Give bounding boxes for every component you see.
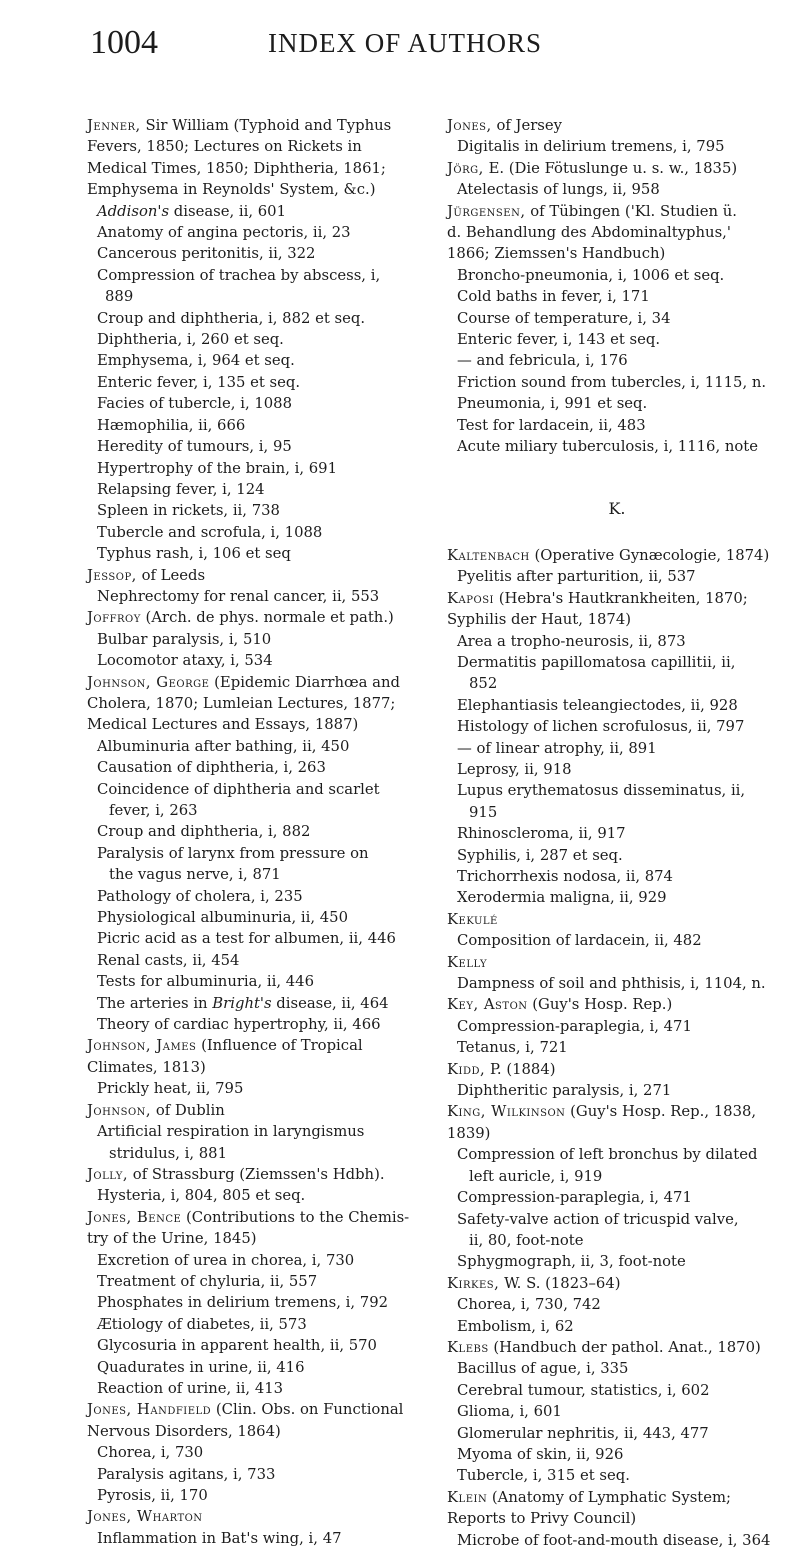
heading-continuation: Climates, 1813) [87,1058,206,1076]
author-name: Key, Aston [447,996,528,1014]
heading-continuation: d. Behandlung des Abdominaltyphus,' [447,224,731,242]
index-entry: the vagus nerve, i, 871 [109,866,281,884]
index-entry: Dermatitis papillomatosa capillitii, ii, [457,653,736,671]
author-heading [447,1273,787,1294]
author-reference: W. S. (1823–64) [499,1274,621,1292]
index-entry: Typhus rash, i, 106 et seq [97,545,291,563]
index-entry: Diphtheritic paralysis, i, 271 [457,1082,672,1100]
author-name: Johnson, [87,1101,152,1119]
author-reference: (Guy's Hosp. Rep., 1838, [565,1103,757,1121]
author-heading [87,607,412,628]
index-entry: Excretion of urea in chorea, i, 730 [97,1251,355,1269]
index-entry: Embolism, i, 62 [457,1317,574,1335]
author-reference: of Strassburg (Ziemssen's Hdbh). [128,1165,385,1183]
index-entry: Syphilis, i, 287 et seq. [457,846,623,864]
index-entry: Microbe of foot-and-mouth disease, i, 364 [457,1531,771,1549]
author-reference: (Contributions to the Chemis- [181,1208,410,1226]
index-entry: Renal casts, ii, 454 [97,951,240,969]
author-heading [447,588,787,609]
index-entry: left auricle, i, 919 [469,1167,603,1185]
author-heading [447,158,787,179]
author-name: Kaposi [447,589,495,607]
author-name: Jolly, [87,1165,129,1183]
index-entry: Emphysema, i, 964 et seq. [97,352,295,370]
author-name: Kaltenbach [447,546,530,564]
right-column [447,115,787,1551]
index-entry: Tubercle, i, 315 et seq. [457,1467,630,1485]
author-heading [87,1207,412,1228]
author-reference: (Guy's Hosp. Rep.) [527,996,673,1014]
author-name: Jörg, [447,159,484,177]
index-entry: Friction sound from tubercles, i, 1115, n. [457,373,767,391]
index-entry: Trichorrhexis nodosa, ii, 874 [457,868,673,885]
index-entry: Digitalis in delirium tremens, i, 795 [457,138,725,156]
index-entry: Leprosy, ii, 918 [457,760,572,778]
index-entry: Test for lardacein, ii, 483 [457,416,646,434]
author-heading [447,201,787,222]
author-heading [447,115,787,136]
index-entry: Locomotor ataxy, i, 534 [97,652,273,670]
author-heading [447,545,787,566]
author-heading [87,1506,412,1527]
index-entry: Croup and diphtheria, i, 882 et seq. [97,309,366,327]
index-entry: Ætiology of diabetes, ii, 573 [97,1315,307,1333]
author-heading [87,1100,412,1121]
heading-continuation: try of the Urine, 1845) [87,1230,257,1248]
index-entry: Bacillus of ague, i, 335 [457,1360,629,1378]
page-header [60,20,750,70]
author-name: Jones, Bence [87,1208,182,1226]
index-entry: Broncho-pneumonia, i, 1006 et seq. [457,266,725,284]
author-heading [447,952,787,973]
author-name: Jones, [447,117,492,134]
author-reference: of Jersey [491,117,562,134]
author-heading [87,672,412,693]
author-name: Kelly [447,953,488,971]
heading-continuation: Medical Lectures and Essays, 1887) [87,716,359,734]
index-entry: Paralysis agitans, i, 733 [97,1465,276,1483]
index-entry: Sphygmograph, ii, 3, foot-note [457,1253,686,1271]
author-reference: Sir William (Typhoid and Typhus [140,117,392,134]
index-entry: Diphtheria, i, 260 et seq. [97,331,284,349]
index-entry: Cancerous peritonitis, ii, 322 [97,245,316,263]
author-reference: of Dublin [151,1101,225,1119]
author-heading [87,1035,412,1056]
author-heading [447,1337,787,1358]
author-reference: (Hebra's Hautkrankheiten, 1870; [494,589,748,607]
index-entry: Theory of cardiac hypertrophy, ii, 466 [97,1016,381,1034]
heading-continuation: Medical Times, 1850; Diphtheria, 1861; [87,159,386,177]
index-entry: Pyrosis, ii, 170 [97,1487,208,1504]
index-entry: Causation of diphtheria, i, 263 [97,759,326,777]
index-entry: — and febricula, i, 176 [457,352,628,370]
author-name: Klein [447,1488,488,1506]
author-reference: (Handbuch der pathol. Anat., 1870) [488,1338,761,1356]
index-entry: Elephantiasis teleangiectodes, ii, 928 [457,696,738,714]
index-entry: Nephrectomy for renal cancer, ii, 553 [97,587,380,605]
index-entry: Treatment of chyluria, ii, 557 [97,1272,318,1290]
index-entry: stridulus, i, 881 [109,1144,227,1162]
running-title: INDEX OF AUTHORS [267,28,543,58]
author-name: King, Wilkinson [447,1103,566,1121]
index-entry: Pyelitis after parturition, ii, 537 [457,568,696,586]
author-name: Kekulé [447,910,498,928]
heading-continuation: Syphilis der Haut, 1874) [447,611,632,629]
index-entry: Pneumonia, i, 991 et seq. [457,395,648,413]
index-entry: Chorea, i, 730 [97,1444,204,1462]
author-name: Joffroy [87,609,141,627]
index-entry: Hæmophilia, ii, 666 [97,416,246,434]
author-reference: (Influence of Tropical [196,1037,363,1055]
index-entry: Pathology of cholera, i, 235 [97,887,303,905]
author-heading [447,1059,787,1080]
section-letter: K. [608,498,626,518]
index-entry: Lupus erythematosus disseminatus, ii, [457,782,746,800]
author-reference: (Arch. de phys. normale et path.) [140,609,394,627]
index-entry: Rhinoscleroma, ii, 917 [457,825,626,843]
index-entry: Paralysis of larynx from pressure on [97,844,369,862]
author-reference: (Operative Gynæcologie, 1874) [529,546,770,564]
index-entry: Hysteria, i, 804, 805 et seq. [97,1187,306,1205]
index-entry: Anatomy of angina pectoris, ii, 23 [97,224,351,242]
index-entry: Dampness of soil and phthisis, i, 1104, n. [457,975,766,993]
page-number: 1004 [90,24,158,61]
heading-continuation: Reports to Privy Council) [447,1510,637,1528]
index-entry: Physiological albuminuria, ii, 450 [97,909,348,927]
index-entry: The arteries in Bright's disease, ii, 464 [97,994,389,1012]
author-heading [447,1101,787,1122]
index-entry: Composition of lardacein, ii, 482 [457,932,702,950]
index-entry: Facies of tubercle, i, 1088 [97,395,293,413]
index-entry: Glycosuria in apparent health, ii, 570 [97,1337,377,1355]
index-entry: ii, 80, foot-note [469,1231,584,1249]
index-entry: fever, i, 263 [109,802,198,819]
author-name: Johnson, George [87,673,210,691]
index-entry: Croup and diphtheria, i, 882 [97,823,311,841]
author-heading [87,1164,412,1185]
author-name: Jessop, [87,566,137,584]
author-name: Kidd, [447,1060,486,1078]
index-entry: Cerebral tumour, statistics, i, 602 [457,1381,710,1399]
index-entry: Prickly heat, ii, 795 [97,1080,244,1098]
index-entry: Xerodermia maligna, ii, 929 [457,889,667,907]
index-entry: Compression-paraplegia, i, 471 [457,1017,692,1035]
index-entry: Picric acid as a test for albumen, ii, 446 [97,930,396,948]
index-entry: Area a tropho-neurosis, ii, 873 [457,632,686,650]
index-entry: Compression of left bronchus by dilated [457,1146,758,1164]
index-entry: Histology of lichen scrofulosus, ii, 797 [457,718,745,736]
author-heading [87,565,412,586]
author-reference: of Tübingen ('Kl. Studien ü. [525,202,737,220]
index-entry: Albuminuria after bathing, ii, 450 [97,737,350,755]
index-entry: Coincidence of diphtheria and scarlet [97,780,380,798]
index-entry: Chorea, i, 730, 742 [457,1296,601,1314]
index-entry: Enteric fever, i, 143 et seq. [457,331,661,349]
index-entry: Quadurates in urine, ii, 416 [97,1358,305,1376]
index-entry: Phosphates in delirium tremens, i, 792 [97,1294,389,1312]
heading-continuation: Cholera, 1870; Lumleian Lectures, 1877; [87,694,396,712]
author-name: Klebs [447,1338,489,1356]
index-entry: — of linear atrophy, ii, 891 [457,739,657,757]
left-column [87,115,412,1549]
index-entry: Bulbar paralysis, i, 510 [97,630,272,648]
index-entry: 915 [469,803,498,821]
index-entry: Addison's disease, ii, 601 [97,202,287,220]
index-entry: Acute miliary tuberculosis, i, 1116, note [457,438,759,456]
index-entry: Compression of trachea by abscess, i, 889 [97,266,381,306]
author-heading [447,1487,787,1508]
author-name: Jürgensen, [447,202,526,220]
author-name: Jones, Handfield [87,1401,212,1419]
author-reference: of Leeds [136,566,206,584]
index-entry: Myoma of skin, ii, 926 [457,1445,624,1463]
index-entry: Compression-paraplegia, i, 471 [457,1189,692,1207]
author-reference: (Epidemic Diarrhœa and [209,673,400,691]
index-entry: Tubercle and scrofula, i, 1088 [97,523,323,541]
index-entry: Spleen in rickets, ii, 738 [97,502,280,520]
index-entry: Glomerular nephritis, ii, 443, 477 [457,1424,709,1442]
index-entry: 852 [469,675,498,693]
author-name: Jones, Wharton [87,1508,203,1526]
index-entry: Safety-valve action of tricuspid valve, [457,1210,739,1228]
author-reference: (Anatomy of Lymphatic System; [487,1488,732,1506]
author-reference: (Clin. Obs. on Functional [211,1401,404,1419]
author-heading [87,1399,412,1420]
index-entry: Artificial respiration in laryngismus [97,1123,365,1141]
author-name: Kirkes, [447,1274,500,1292]
index-entry: Inflammation in Bat's wing, i, 47 [97,1529,342,1547]
heading-continuation: Emphysema in Reynolds' System, &c.) [87,181,376,199]
author-name: Jenner, [87,117,141,134]
author-reference: P. (1884) [485,1060,556,1078]
heading-continuation: 1866; Ziemssen's Handbuch) [447,245,666,263]
index-entry: Atelectasis of lungs, ii, 958 [457,181,660,199]
index-entry: Cold baths in fever, i, 171 [457,288,650,306]
heading-continuation: 1839) [447,1124,491,1142]
author-heading [447,994,787,1015]
heading-continuation: Nervous Disorders, 1864) [87,1422,281,1440]
index-entry: Glioma, i, 601 [457,1403,562,1421]
index-entry: Tetanus, i, 721 [457,1039,568,1057]
index-entry: Course of temperature, i, 34 [457,309,671,327]
heading-continuation: Fevers, 1850; Lectures on Rickets in [87,138,362,156]
index-entry: Tests for albuminuria, ii, 446 [97,973,315,991]
index-entry: Heredity of tumours, i, 95 [97,438,292,456]
author-name: Johnson, James [87,1037,197,1055]
author-reference: E. (Die Fötuslunge u. s. w., 1835) [483,159,738,177]
index-entry: Enteric fever, i, 135 et seq. [97,373,301,391]
index-entry: Hypertrophy of the brain, i, 691 [97,459,338,477]
index-entry: Reaction of urine, ii, 413 [97,1379,284,1397]
author-heading [87,115,412,136]
index-entry: Relapsing fever, i, 124 [97,480,265,498]
author-heading [447,909,787,930]
